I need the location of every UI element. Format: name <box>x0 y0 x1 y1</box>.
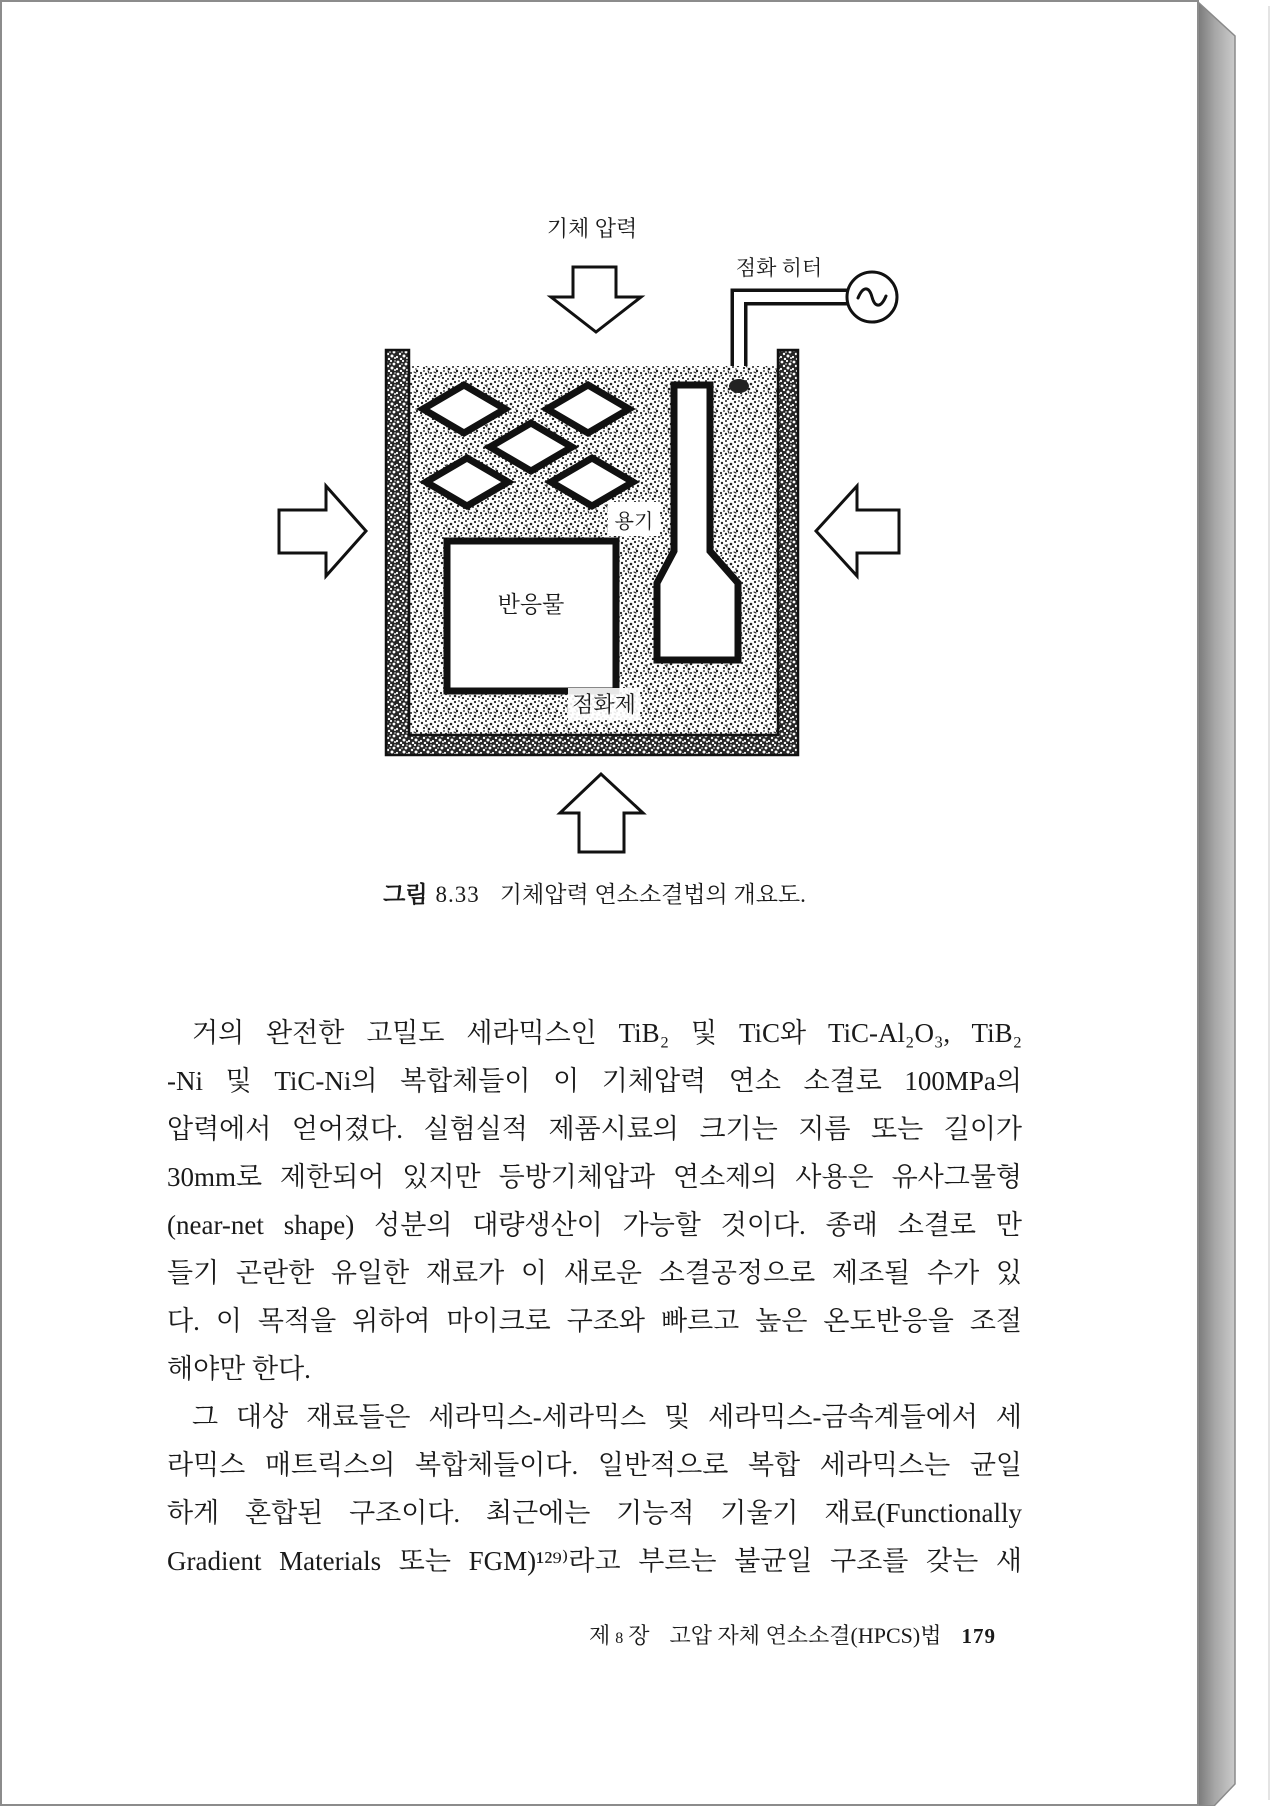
chapter-title: 고압 자체 연소소결(HPCS)법 <box>669 1623 942 1648</box>
paragraph-1 <box>167 1009 1022 1393</box>
text-line: 라믹스 매트릭스의 복합체들이다. 일반적으로 복합 세라믹스는 균일 <box>167 1450 1022 1480</box>
gas-pressure-label: 기체 압력 <box>546 216 638 241</box>
chapter-suffix: 장 <box>628 1623 650 1648</box>
gas-pressure-arrow-down <box>551 267 641 332</box>
paragraph-2 <box>167 1393 1022 1585</box>
text-line: 거의 완전한 고밀도 세라믹스인 TiB₂ 및 TiC와 TiC-Al₂O₃, TiB₂ <box>192 1018 1022 1048</box>
text-line: -Ni 및 TiC-Ni의 복합체들이 이 기체압력 연소 소결로 100MPa의 <box>167 1066 1022 1096</box>
reactant-label: 반응물 <box>497 592 565 617</box>
text-line: 들기 곤란한 유일한 재료가 이 새로운 소결공정으로 제조될 수가 있 <box>167 1258 1022 1288</box>
text-line: Gradient Materials 또는 FGM)¹²⁹⁾라고 부르는 불균일 구조를 갖는 새 <box>167 1546 1022 1576</box>
igniter-label: 점화제 <box>572 692 636 717</box>
body-text <box>167 1009 1022 1585</box>
figure-caption <box>167 880 1022 910</box>
page-footer <box>589 1621 996 1651</box>
text-line: (near-net shape) 성분의 대량생산이 가능할 것이다. 종래 소결로 만 <box>167 1210 1022 1240</box>
chapter-number: 8 <box>615 1630 624 1647</box>
side-pressure-arrow-right <box>816 486 899 576</box>
caption-prefix: 그림 <box>383 882 428 907</box>
text-line: 압력에서 얻어졌다. 실험실적 제품시료의 크기는 지름 또는 길이가 <box>167 1114 1022 1144</box>
chapter-prefix: 제 <box>589 1623 611 1648</box>
side-pressure-arrow-left <box>279 486 366 576</box>
bottom-pressure-arrow-up <box>560 774 643 852</box>
page-number: 179 <box>961 1624 996 1648</box>
vessel-label: 용기 <box>614 511 654 533</box>
text-line: 해야만 한다. <box>167 1354 311 1384</box>
text-line: 30mm로 제한되어 있지만 등방기체압과 연소제의 사용은 유사그물형 <box>167 1162 1022 1192</box>
ignition-heater-label: 점화 히터 <box>735 256 823 280</box>
text-line: 하게 혼합된 구조이다. 최근에는 기능적 기울기 재료(Functionally <box>167 1498 1022 1528</box>
text-line: 다. 이 목적을 위하여 마이크로 구조와 빠르고 높은 온도반응을 조절 <box>167 1306 1022 1336</box>
caption-number: 8.33 <box>435 882 480 907</box>
caption-title: 기체압력 연소소결법의 개요도. <box>499 882 806 907</box>
heater-tip <box>729 379 749 393</box>
text-line: 그 대상 재료들은 세라믹스-세라믹스 및 세라믹스-금속계들에서 세 <box>192 1402 1022 1432</box>
